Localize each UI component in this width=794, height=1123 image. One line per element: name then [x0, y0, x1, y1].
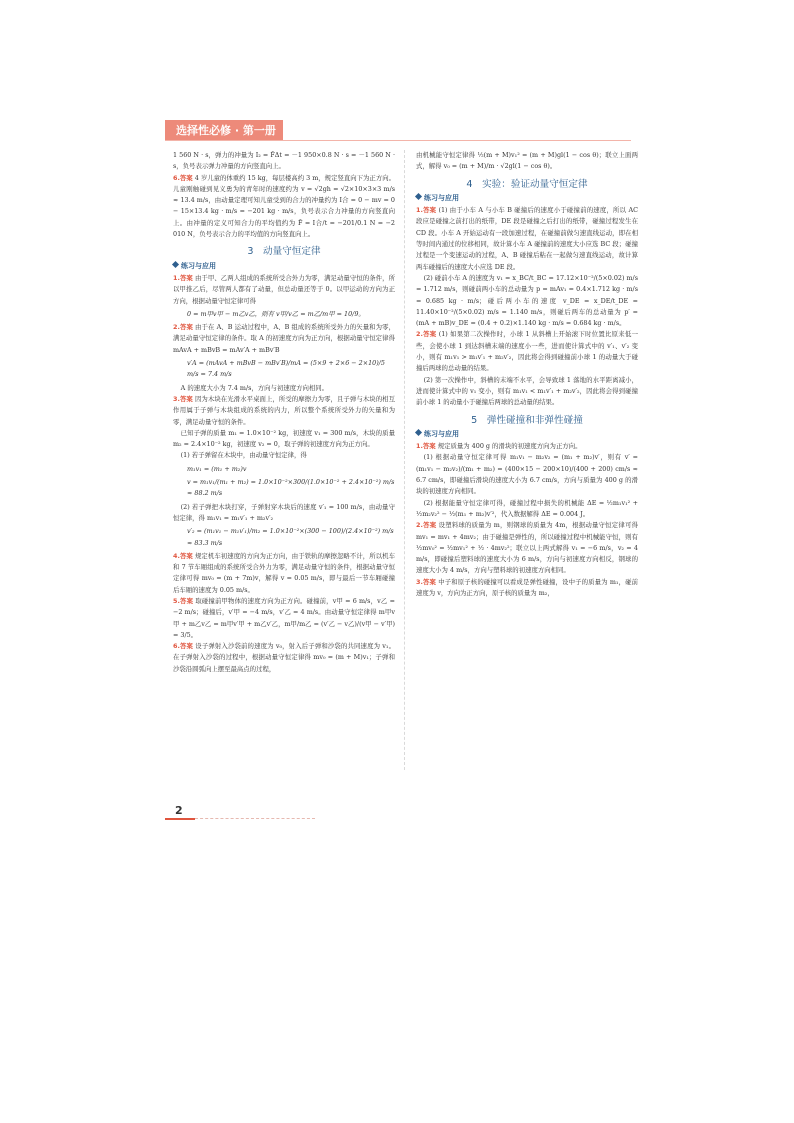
question-number: 1. [173, 273, 180, 282]
question-number: 1. [416, 442, 423, 451]
practice-heading [173, 261, 395, 272]
answer-label: 答案 [179, 394, 193, 403]
question-number: 4. [173, 551, 180, 560]
answer-5-3 [416, 577, 638, 600]
answer-2 [416, 329, 638, 374]
section-title: 3 动量守恒定律 [247, 246, 321, 258]
diamond-icon [415, 193, 422, 200]
answer-label: 答案 [422, 521, 437, 530]
column-divider [404, 150, 405, 770]
answer-6 [173, 173, 395, 241]
paragraph: 已知子弹的质量 m₁ = 1.0×10⁻² kg，初速度 v₁ = 300 m/s，木块的质量 m₂ = 2.4×10⁻² kg，初速度 v₂ = 0，取子弹的初速度方向为正方向。 [173, 428, 395, 449]
answer-2 [173, 322, 395, 356]
answer-text: 取碰撞前甲物体的速度方向为正方向。碰撞前，v甲 = 6 m/s，v乙 = −2 m/s；碰撞后，v′甲 = −4 m/s，v′乙 = 4 m/s。由动量守恒定律得 m甲v甲 + m乙v乙 = m甲v′甲 + m乙v′乙，m甲/m乙 = (v′乙 − v乙)/(v甲 − v′甲) = 3/5。 [173, 596, 395, 639]
question-number: 5. [173, 596, 180, 605]
diamond-icon [415, 429, 422, 436]
answer-text: 中子和原子核的碰撞可以看成是弹性碰撞，设中子的质量为 m₁，碰前速度为 v，方向为正方向，原子核的质量为 m₂， [416, 577, 639, 597]
book-title: 选择性必修 · 第一册 [176, 124, 276, 137]
question-number: 2. [416, 521, 423, 530]
question-number: 2. [173, 323, 180, 332]
answer-5-2 [416, 520, 638, 576]
answer-text: (1) 由于小车 A 与小车 B 碰撞后的速度小于碰撞前的速度，所以 AC 段应是碰撞之前打出的纸带，DE 段是碰撞之后打出的纸带，碰撞过程发生在 CD 段。小车 A 开始运动有一段加速过程，在碰撞前做匀速直线运动，即在相等时间内通过的位移相同，故计算小车 A 碰撞前的速度大小应选 BC 段；碰撞过程是一个变速运动的过程，A、B 碰撞后粘在一起做匀速直线运动，故计算两车碰撞后的速度大小应选 DE 段。 [416, 206, 638, 271]
formula: v = m₁v₁/(m₁ + m₂) = 1.0×10⁻²×300/(1.0×10⁻² + 2.4×10⁻²) m/s ≈ 88.2 m/s [187, 478, 395, 498]
answer-text: 由于在 A、B 运动过程中，A、B 组成的系统所受外力的矢量和为零，满足动量守恒定律的条件。取 A 的初速度方向为正方向，根据动量守恒定律得 mAvA + mBvB = mAv′A + mBv′B [173, 323, 395, 354]
formula: 0 = m甲v甲 − m乙v乙，则有 v甲/v乙 = m乙/m甲 = 10/9。 [187, 309, 365, 318]
answer-label: 答案 [179, 642, 194, 651]
practice-heading [416, 193, 638, 204]
answer-label: 答案 [179, 596, 194, 605]
answer-text: 因为木块在光滑水平桌面上，所受的摩擦力为零，且子弹与木块的相互作用属于子弹与木块组成的系统的内力，所以整个系统所受外力的矢量和为零，满足动量守恒的条件。 [173, 394, 396, 426]
formula: m₁v₁ = (m₁ + m₂)v [187, 464, 247, 473]
formula: v′A = (mAvA + mBvB − mBv′B)/mA = (5×9 + 2×6 − 2×10)/5 m/s = 7.4 m/s [187, 359, 385, 379]
answer-text: 由于甲、乙两人组成的系统所受合外力为零，满足动量守恒的条件，所以甲推乙后，尽管两人都有了动量，但总动量还等于 0。以甲运动的方向为正方向，根据动量守恒定律可得 [173, 273, 396, 305]
paragraph: (2) 第一次操作中，斜槽的末端不水平，会导致球 1 落地的水平距离减小，进而使计算式中的 v₁ 变小，则有 m₁v₁ < m₁v′₁ + m₂v′₂，因此将会得到碰撞前小球 1 的动量小于碰撞后两球的总动量的结果。 [416, 375, 638, 407]
question-number: 3. [173, 394, 180, 403]
paragraph: (1) 根据动量守恒定律可得 m₁v₁ − m₂v₂ = (m₁ + m₂)v′，则有 v′ = (m₁v₁ − m₂v₂)/(m₁ + m₂) = (400×15 − 200×10)/(400 + 200) cm/s ≈ 6.7 cm/s，即碰撞后滑块的速度大小为 6.7 cm/s，方向与质量为 400 g 的滑块的初速度方向相同。 [416, 453, 638, 496]
paragraph: 1 560 N · s，弹力的冲量为 I₂ = F̄Δt = －1 950×0.8 N · s = －1 560 N · s，负号表示弹力冲量的方向竖直向上。 [173, 151, 395, 171]
practice-label: 练习与应用 [424, 193, 459, 202]
answer-3 [173, 394, 395, 428]
answer-1 [173, 273, 395, 307]
answer-1 [416, 205, 638, 273]
header-rule [165, 140, 631, 141]
paragraph: (2) 若子弹把木块打穿，子弹射穿木块后的速度 v′₁ = 100 m/s，由动量守恒定律，得 m₁v₁ = m₁v′₁ + m₂v′₂ [173, 502, 395, 522]
answer-text: 规定质量为 400 g 的滑块的初速度方向为正方向。 [437, 442, 582, 451]
answer-5-1 [416, 441, 638, 452]
answer-label: 答案 [422, 577, 437, 586]
question-number: 6. [173, 173, 180, 182]
answer-label: 答案 [422, 330, 437, 339]
answer-6b [173, 641, 395, 675]
page-number-underline [165, 818, 195, 820]
answer-text: 规定机车初速度的方向为正方向，由于铁轨的摩擦忽略不计，所以机车和 7 节车厢组成的系统所受合外力为零，满足动量守恒的条件，根据动量守恒定律可得 mv₀ = (m + 7m)v，解得 v = 0.05 m/s，即与最后一节车厢碰撞后车厢的速度为 0.05 m/s。 [173, 551, 396, 594]
paragraph: (2) 碰前小车 A 的速度为 v₁ = x_BC/t_BC = 17.12×10⁻²/(5×0.02) m/s = 1.712 m/s，则碰前两小车的总动量为 p = mAv₁ = 0.4×1.712 kg · m/s = 0.685 kg · m/s；碰后两小车的速度 v_DE = x_DE/t_DE = 11.40×10⁻²/(5×0.02) m/s = 1.140 m/s，则碰后两车的总动量为 p′ = (mA + mB)v_DE = (0.4 + 0.2)×1.140 kg · m/s = 0.684 kg · m/s。 [416, 273, 638, 328]
answer-4 [173, 551, 395, 596]
answer-label: 答案 [179, 173, 193, 182]
diamond-icon [172, 261, 179, 268]
question-number: 1. [416, 206, 423, 215]
answer-label: 答案 [179, 551, 193, 560]
answer-label: 答案 [179, 323, 193, 332]
section-title: 4 实验：验证动量守恒定律 [466, 178, 588, 190]
answer-text: (1) 如果第二次操作时，小球 1 从斜槽上开始滚下时位置比原来低一些，会使小球 1 到达斜槽末端的速度小一些，进而使计算式中的 v′₁、v′₂ 变小，则有 m₁v₁ > m₁v′₁ + m₂v′₂，因此将会得到碰撞前小球 1 的动量大于碰撞后两球的总动量的结果。 [416, 330, 638, 373]
answer-text: 4 岁儿童的体重约 15 kg，每层楼高约 3 m，规定竖直向下为正方向。儿童刚触碰到见义勇为的青年时的速度约为 v = √2gh = √2×10×3×3 m/s ≈ 13.4 m/s，由动量定理可知儿童受到的合力的冲量约为 I合 = 0 − mv = 0 − 15×13.4 kg · m/s = −201 kg · m/s，负号表示合力冲量的方向竖直向上。由冲量的定义可知合力的平均值约为 F̄ = I合/t = −201/0.1 N = −2 010 N，负号表示合力的平均值的方向竖直向上。 [173, 173, 395, 239]
footer-dashed-rule [195, 818, 315, 819]
answer-label: 答案 [422, 442, 436, 451]
answer-text: 设子弹射入沙袋前的速度为 v₀，射入后子弹和沙袋的共同速度为 v₁。在子弹射入沙袋的过程中，根据动量守恒定律得 mv₀ = (m + M)v₁；子弹和沙袋沿圆弧向上摆至最高点的过程， [173, 642, 396, 673]
practice-label: 练习与应用 [424, 429, 459, 438]
page-number: 2 [175, 804, 183, 817]
practice-label: 练习与应用 [181, 261, 216, 270]
answer-label: 答案 [179, 273, 193, 282]
formula: v′₂ = (m₁v₁ − m₁v′₁)/m₂ = 1.0×10⁻²×(300 − 100)/(2.4×10⁻²) m/s ≈ 83.3 m/s [187, 527, 394, 547]
section-title: 5 弹性碰撞和非弹性碰撞 [471, 414, 583, 426]
paragraph: 由机械能守恒定律得 ½(m + M)v₁² = (m + M)gl(1 − cos θ)；联立上面两式，解得 v₀ = (m + M)/m · √2gl(1 − cos θ)。 [416, 151, 638, 171]
paragraph: (1) 若子弹留在木块中，由动量守恒定律，得 [180, 451, 307, 460]
answer-label: 答案 [422, 206, 437, 215]
answer-5 [173, 596, 395, 641]
answer-text: 设塑料球的质量为 m，则钢球的质量为 4m，根据动量守恒定律可得 mv₁ = mv₁ + 4mv₂；由于碰撞是弹性的，所以碰撞过程中机械能守恒，则有 ½mv₀² = ½mv₁² + ½ · 4mv₂²；联立以上两式解得 v₁ = −6 m/s，v₂ = 4 m/s，即碰撞后塑料球的速度大小为 6 m/s，方向与初速度方向相反，钢球的速度大小为 4 m/s，方向与塑料球的初速度方向相同。 [416, 521, 639, 575]
question-number: 3. [416, 577, 423, 586]
question-number: 6. [173, 642, 180, 651]
practice-heading [416, 429, 638, 440]
left-column [173, 150, 395, 675]
right-column [416, 150, 638, 599]
question-number: 2. [416, 330, 423, 339]
paragraph: (2) 根据能量守恒定律可得，碰撞过程中损失的机械能 ΔE = ½m₁v₁² + ½m₂v₂² − ½(m₁ + m₂)v′²，代入数据解得 ΔE = 0.004 J。 [416, 498, 638, 518]
paragraph: A 的速度大小为 7.4 m/s，方向与初速度方向相同。 [180, 383, 329, 392]
